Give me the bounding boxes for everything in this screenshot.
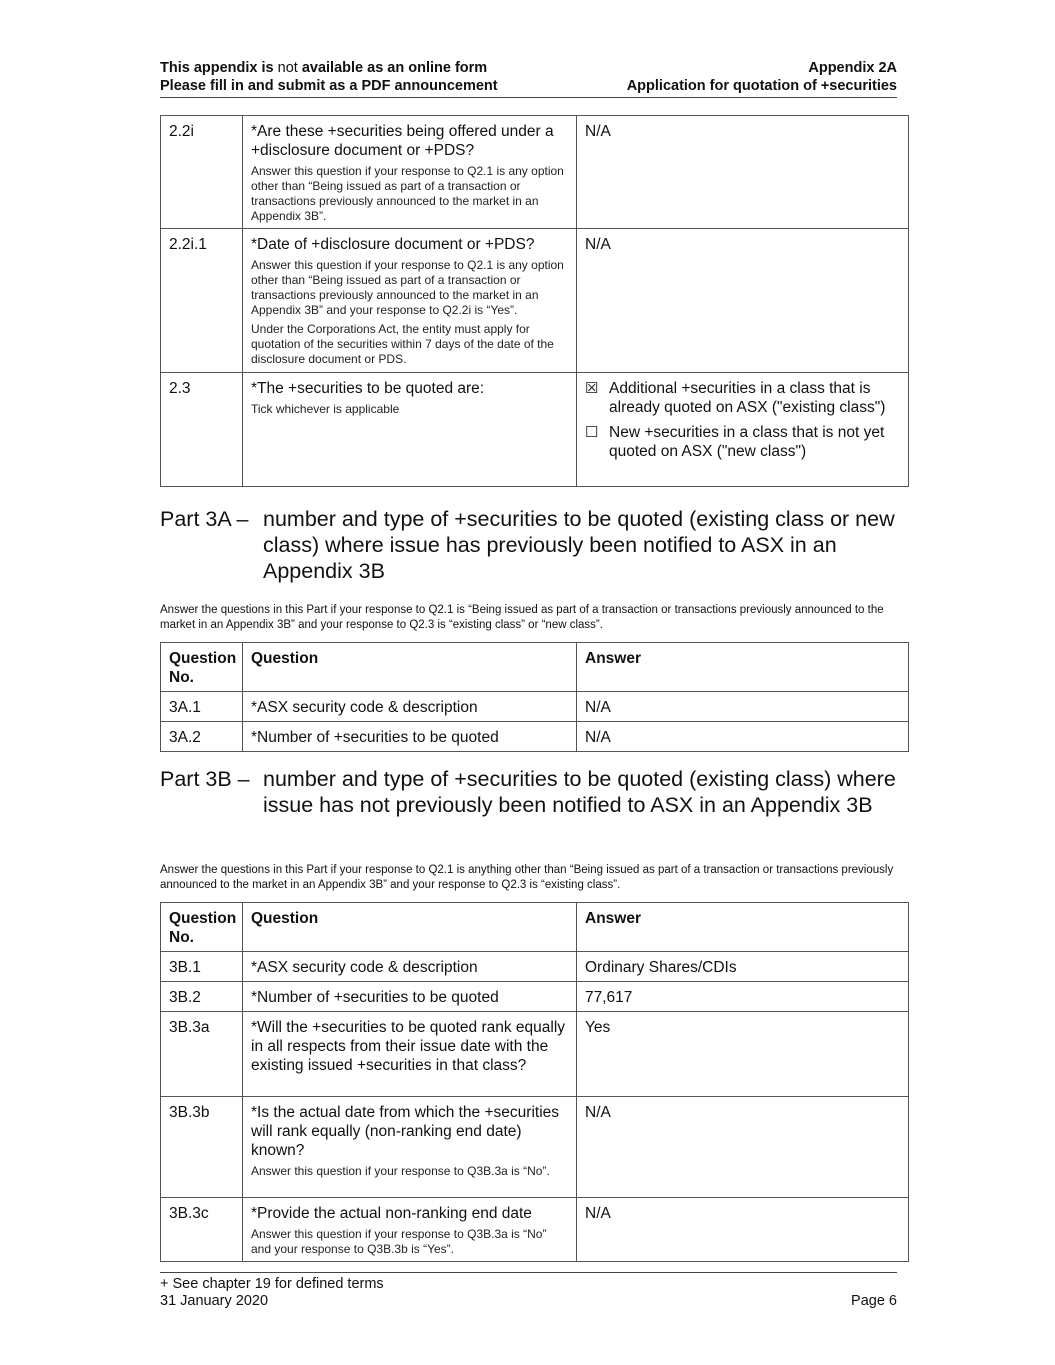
answer-cell[interactable]: N/A (577, 1198, 909, 1262)
table-row (161, 116, 909, 229)
answer-cell[interactable]: N/A (577, 1097, 909, 1198)
table-row (161, 1198, 909, 1262)
answer-cell[interactable]: N/A (577, 692, 909, 722)
part3b-heading (160, 766, 900, 818)
table-header-row (161, 903, 909, 952)
table-row (161, 1012, 909, 1097)
footer-date: 31 January 2020 (160, 1293, 269, 1309)
answer-cell[interactable]: N/A (577, 116, 909, 229)
question-cell (243, 229, 577, 373)
part3a-table (160, 642, 909, 752)
header-appendix-title: Application for quotation of +securities (626, 78, 897, 94)
table-header-row (161, 643, 909, 692)
table-row (161, 373, 909, 487)
question-note: Tick whichever is applicable (251, 402, 400, 416)
question-number: 3B.2 (161, 982, 243, 1012)
question-number: 2.2i (161, 116, 243, 229)
part3b-table (160, 902, 909, 1262)
part3a-label: Part 3A – (160, 507, 249, 531)
question-cell (243, 1198, 577, 1262)
table-row (161, 952, 909, 982)
question-number: 3B.3b (161, 1097, 243, 1198)
part3b-title: number and type of +securities to be quoted (existing class) where issue has not previously been notified to ASX in an Appendix 3B (263, 767, 896, 817)
question-note: Answer this question if your response to Q3B.3a is “No” and your response to Q3B.3b is “Yes”. (251, 1227, 547, 1256)
column-header-answer: Answer (577, 903, 909, 952)
question-number: 3B.3a (161, 1012, 243, 1097)
answer-cell[interactable]: Yes (577, 1012, 909, 1097)
question-note: Under the Corporations Act, the entity must apply for quotation of the securities within 7 days of the date of the disclosure document or PDS. (251, 322, 554, 366)
column-header-question: Question (243, 643, 577, 692)
question-number: 3A.2 (161, 722, 243, 752)
option-new-class[interactable] (585, 423, 900, 461)
question-text: *The +securities to be quoted are: (251, 380, 485, 397)
question-text: *Number of +securities to be quoted (243, 722, 577, 752)
table-row (161, 692, 909, 722)
question-note: Answer this question if your response to Q3B.3a is “No”. (251, 1164, 550, 1178)
part3b-label: Part 3B – (160, 767, 250, 791)
defined-terms-note: + See chapter 19 for defined terms (160, 1276, 384, 1292)
question-text: *ASX security code & description (243, 952, 577, 982)
column-header-answer: Answer (577, 643, 909, 692)
table-row (161, 1097, 909, 1198)
part3a-title: number and type of +securities to be quoted (existing class or new class) where issue has previously been notified to ASX in an Appendix 3B (263, 507, 895, 583)
question-cell (243, 1097, 577, 1198)
question-text: *Provide the actual non-ranking end date (251, 1205, 532, 1222)
question-text: *Are these +securities being offered under a +disclosure document or +PDS? (251, 123, 554, 159)
question-number: 3B.3c (161, 1198, 243, 1262)
header-left-line2: Please fill in and submit as a PDF announcement (160, 78, 498, 94)
answer-cell (577, 373, 909, 487)
question-note: Answer this question if your response to Q2.1 is any option other than “Being issued as part of a transaction or transactions previously announced to the market in an Appendix 3B”. (251, 164, 564, 223)
question-cell (243, 116, 577, 229)
question-text: *Will the +securities to be quoted rank equally in all respects from their issue date with the existing issued +securities in that class? (243, 1012, 577, 1097)
table-row (161, 982, 909, 1012)
column-header-question-no: Question No. (161, 903, 243, 952)
question-text: *ASX security code & description (243, 692, 577, 722)
unchecked-checkbox-icon[interactable]: ☐ (585, 424, 599, 441)
part3a-heading (160, 506, 900, 584)
question-note: Answer this question if your response to Q2.1 is any option other than “Being issued as part of a transaction or transactions previously announced to the market in an Appendix 3B” and your response to Q2.2i is “Yes”. (251, 258, 564, 317)
page-number: Page 6 (851, 1293, 897, 1309)
part3a-intro: Answer the questions in this Part if your response to Q2.1 is “Being issued as part of a transaction or transactions previously announced to the market in an Appendix 3B” and your response to Q2.3 is “existing class” or “new class”. (160, 604, 884, 631)
question-number: 2.2i.1 (161, 229, 243, 373)
part2-table (160, 115, 909, 487)
checked-checkbox-icon[interactable]: ☒ (585, 380, 599, 397)
header-appendix-label: Appendix 2A (808, 60, 897, 76)
question-cell (243, 373, 577, 487)
question-number: 3B.1 (161, 952, 243, 982)
question-text: *Date of +disclosure document or +PDS? (251, 236, 535, 253)
page-header (160, 59, 897, 98)
option-existing-class[interactable] (585, 379, 900, 417)
option-label: New +securities in a class that is not yet quoted on ASX ("new class") (609, 424, 885, 460)
question-number: 2.3 (161, 373, 243, 487)
table-row (161, 722, 909, 752)
answer-cell[interactable]: N/A (577, 722, 909, 752)
column-header-question-no: Question No. (161, 643, 243, 692)
header-left-line1: This appendix is not available as an online form (160, 60, 488, 76)
answer-cell[interactable]: Ordinary Shares/CDIs (577, 952, 909, 982)
answer-cell[interactable]: 77,617 (577, 982, 909, 1012)
page-footer (160, 1272, 897, 1310)
question-text: *Number of +securities to be quoted (243, 982, 577, 1012)
part3b-intro: Answer the questions in this Part if your response to Q2.1 is anything other than “Being issued as part of a transaction or transactions previously announced to the market in an Appendix 3B” and your response to Q2.3 is “existing class”. (160, 864, 894, 891)
table-row (161, 229, 909, 373)
column-header-question: Question (243, 903, 577, 952)
option-label: Additional +securities in a class that is already quoted on ASX ("existing class") (609, 380, 886, 416)
question-number: 3A.1 (161, 692, 243, 722)
question-text: *Is the actual date from which the +securities will rank equally (non-ranking end date) known? (251, 1104, 560, 1159)
answer-cell[interactable]: N/A (577, 229, 909, 373)
